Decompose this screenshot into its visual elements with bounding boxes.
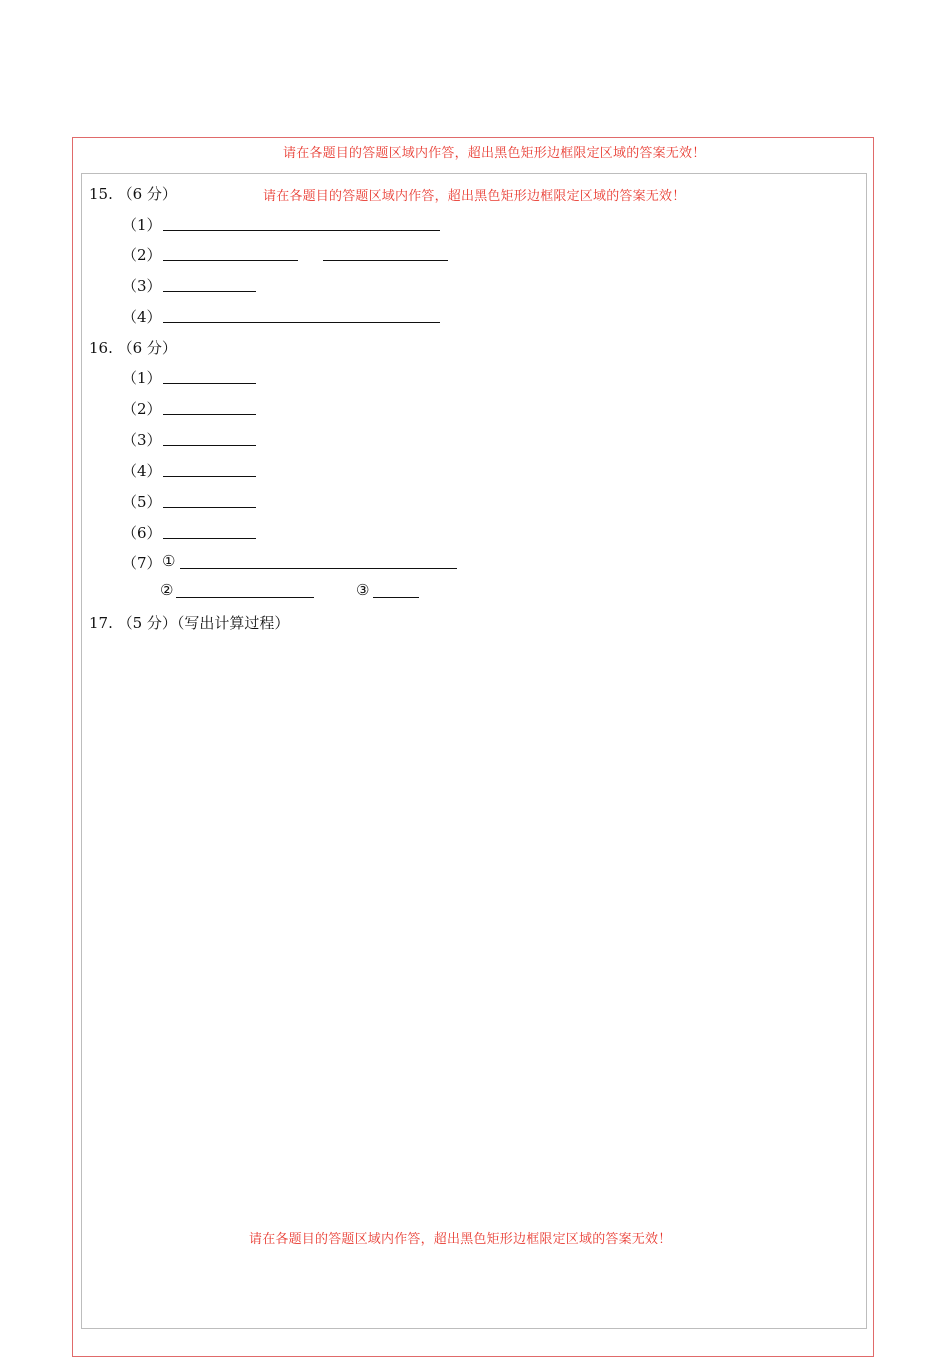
q17-answer-area[interactable] [90, 640, 850, 1220]
q16-3-answer-blank[interactable] [163, 445, 256, 446]
q15-sub-1-label: （1） [122, 216, 162, 234]
q16-1-answer-blank[interactable] [163, 383, 256, 384]
q16-7-3-answer-blank[interactable] [373, 597, 419, 598]
q15-sub-4-label: （4） [122, 308, 162, 326]
question-16-header: 16. （6 分） [89, 339, 177, 357]
q16-4-answer-blank[interactable] [163, 476, 256, 477]
q15-sub-3-label: （3） [122, 277, 162, 295]
q16-sub-4-label: （4） [122, 462, 162, 480]
q16-5-answer-blank[interactable] [163, 507, 256, 508]
q15-3-answer-blank[interactable] [163, 291, 256, 292]
question-17-header: 17. （5 分）（写出计算过程） [89, 614, 290, 632]
q15-1-answer-blank[interactable] [163, 230, 440, 231]
q16-sub-1-label: （1） [122, 369, 162, 387]
warning-top: 请在各题目的答题区域内作答，超出黑色矩形边框限定区域的答案无效！ [283, 146, 706, 161]
q16-sub-3-label: （3） [122, 431, 162, 449]
q16-2-answer-blank[interactable] [163, 414, 256, 415]
question-15-header: 15. （6 分） [89, 185, 177, 203]
q15-4-answer-blank[interactable] [163, 322, 440, 323]
warning-q15: 请在各题目的答题区域内作答，超出黑色矩形边框限定区域的答案无效！ [263, 189, 686, 204]
q15-2a-answer-blank[interactable] [163, 260, 298, 261]
q15-2b-answer-blank[interactable] [323, 260, 448, 261]
q16-6-answer-blank[interactable] [163, 538, 256, 539]
q16-7-circled-2: ② [160, 581, 174, 599]
q16-sub-6-label: （6） [122, 524, 162, 542]
q16-7-1-answer-blank[interactable] [180, 568, 457, 569]
q16-sub-7-label: （7） [122, 554, 162, 572]
q15-sub-2-label: （2） [122, 246, 162, 264]
warning-bottom: 请在各题目的答题区域内作答，超出黑色矩形边框限定区域的答案无效！ [249, 1232, 672, 1247]
q16-7-circled-3: ③ [356, 581, 370, 599]
q16-sub-5-label: （5） [122, 493, 162, 511]
q16-7-circled-1: ① [162, 552, 176, 570]
q16-sub-2-label: （2） [122, 400, 162, 418]
q16-7-2-answer-blank[interactable] [176, 597, 314, 598]
